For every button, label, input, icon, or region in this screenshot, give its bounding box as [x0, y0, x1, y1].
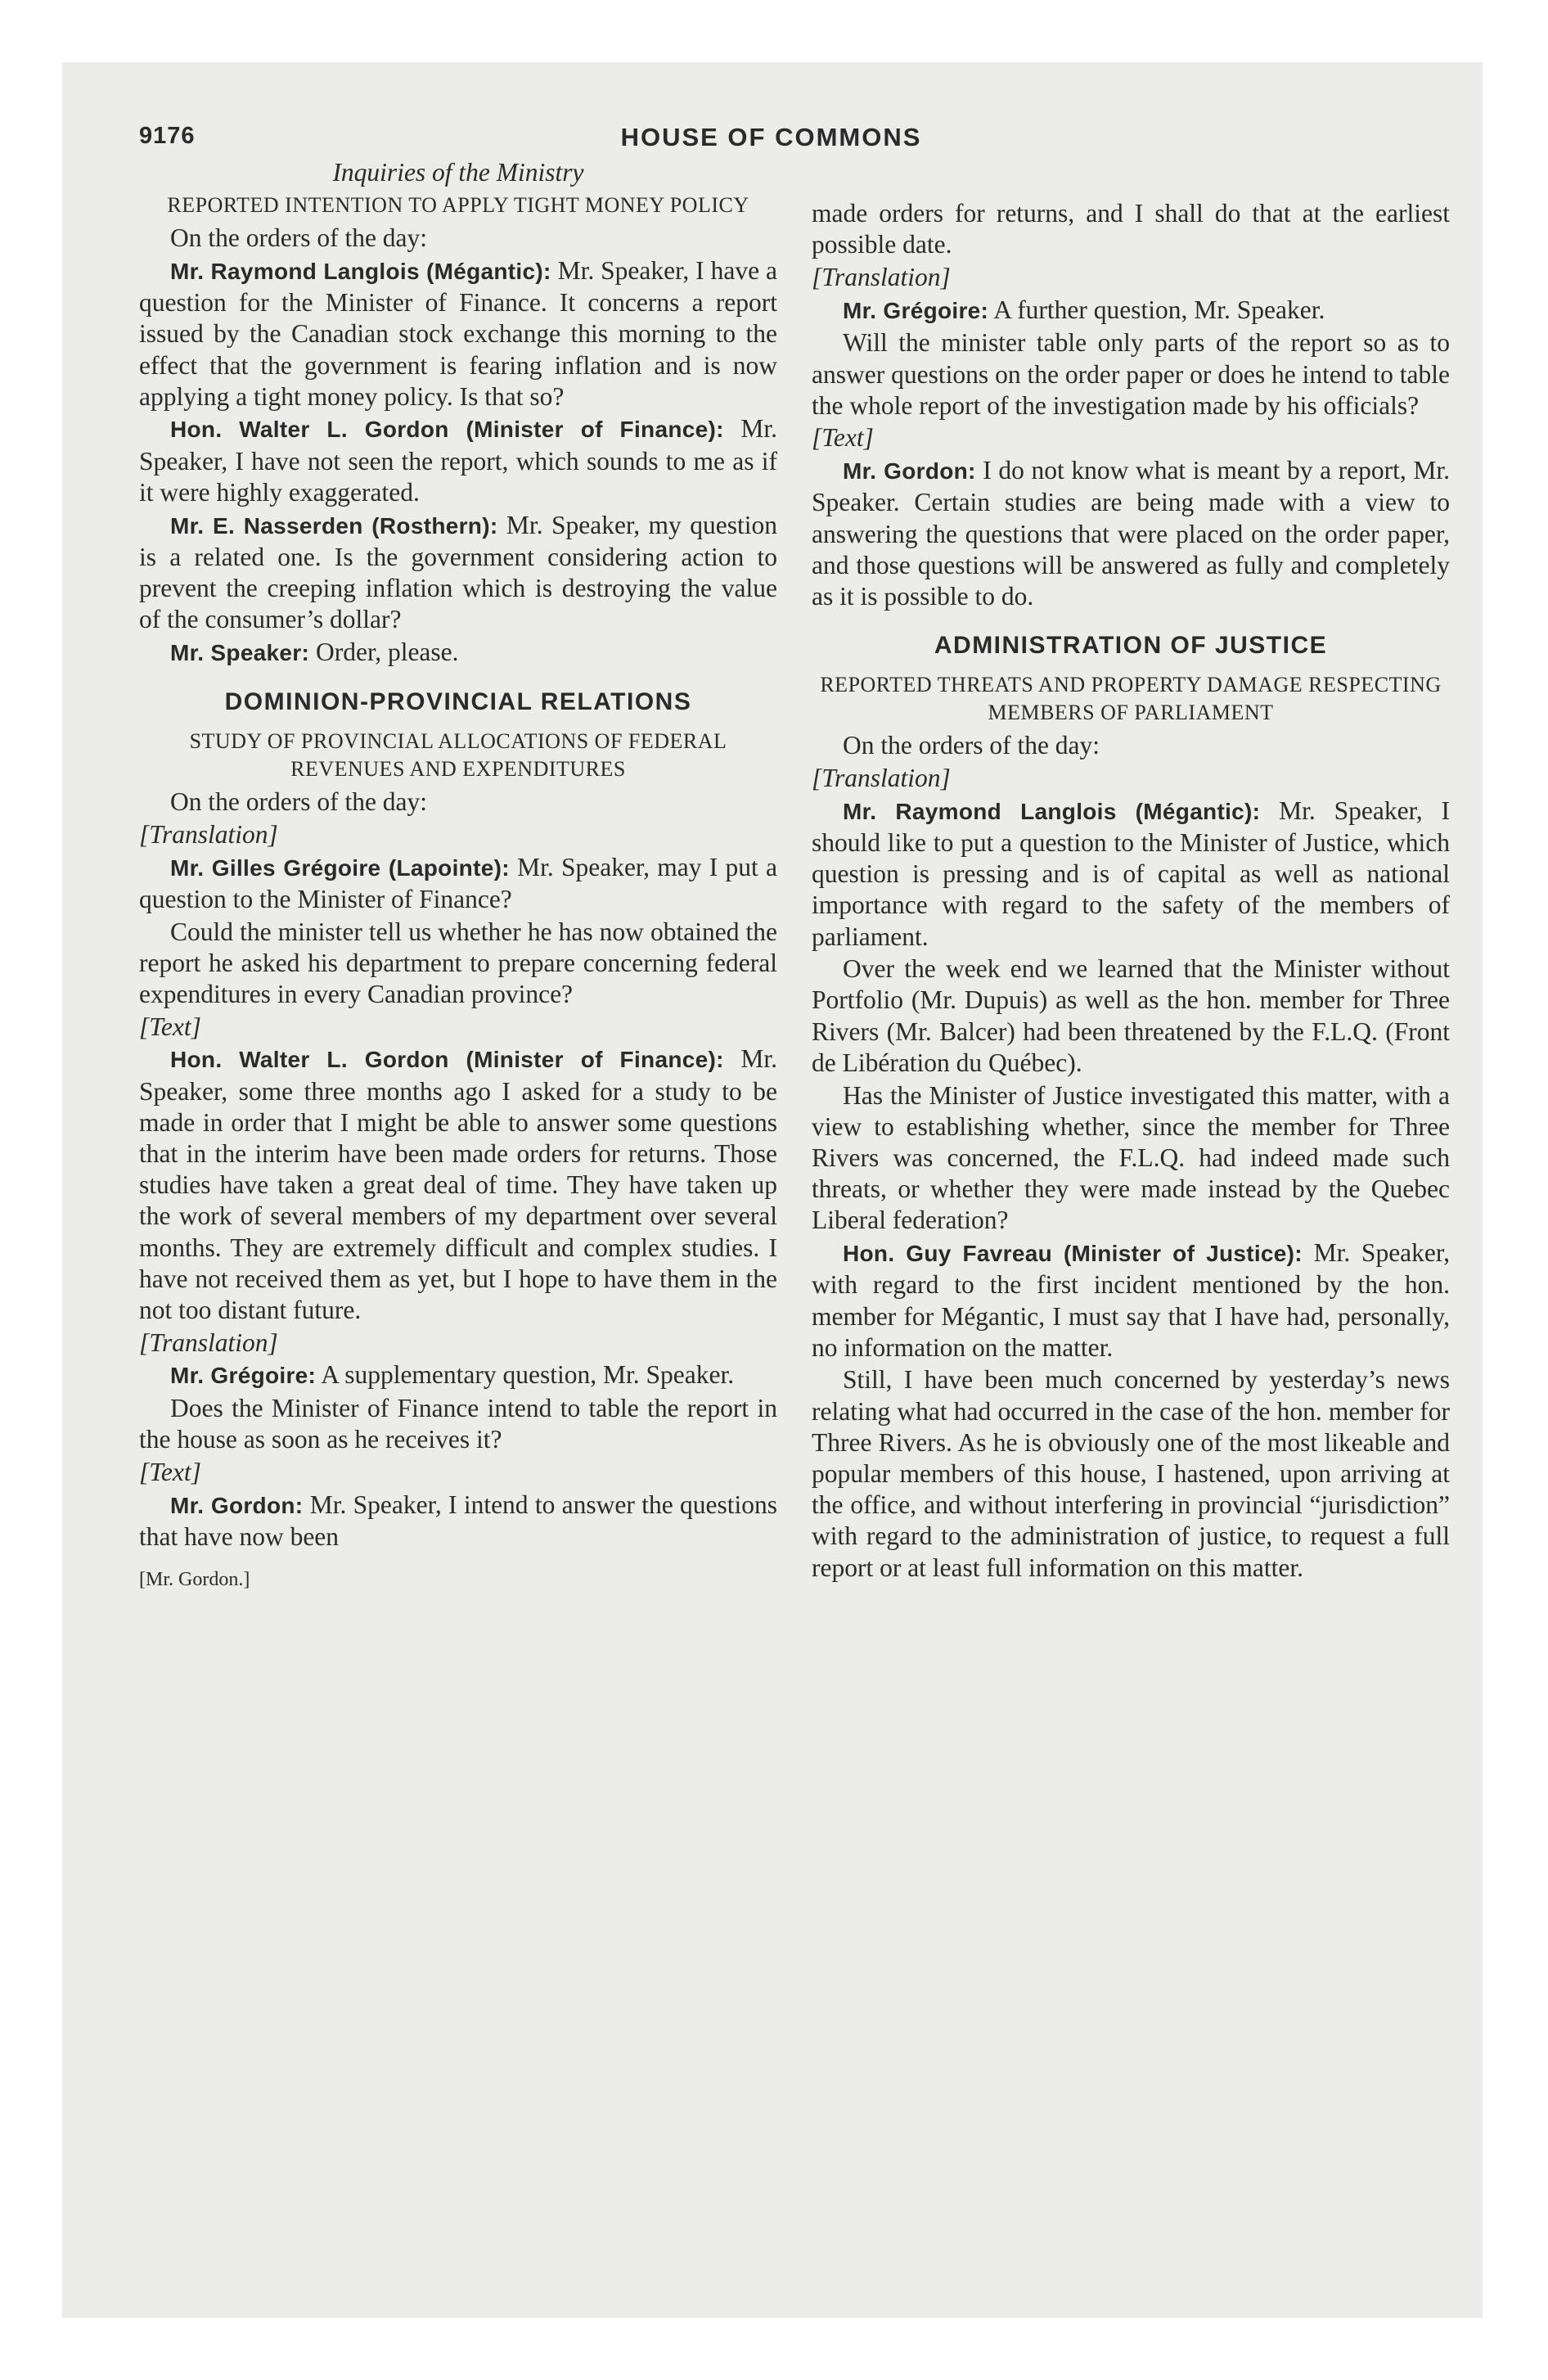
speech-text: Mr. Speaker, with regard to the first incident mentioned by the hon. member for Mégantic, I must say that I have had, personally, no information on the matter. — [812, 1238, 1451, 1362]
speech-text: Mr. Speaker, I intend to answer the questions that have now been — [139, 1490, 777, 1551]
speech-text: Order, please. — [309, 637, 459, 666]
language-marker: [Text] — [812, 423, 874, 453]
speaker-name: Hon. Guy Favreau (Minister of Justice): — [843, 1241, 1303, 1267]
speech-paragraph: Will the minister table only parts of the report so as to answer questions on the order paper or does he intend to table the whole report of the investigation made by his officials? — [812, 328, 1450, 420]
left-column — [139, 157, 777, 1597]
speaker-name: Mr. E. Nasserden (Rosthern): — [170, 512, 498, 539]
speech-paragraph — [139, 255, 777, 412]
speaker-name: Mr. Grégoire: — [170, 1363, 317, 1389]
speaker-name: Mr. Raymond Langlois (Mégantic): — [170, 258, 551, 284]
section-rubric: Inquiries of the Ministry — [332, 158, 584, 187]
running-header — [74, 123, 1469, 159]
orders-of-the-day: On the orders of the day: — [170, 787, 428, 817]
speech-text: Mr. Speaker, I should like to put a question to the Minister of Justice, which question is pressing and is of capital as well as national importance with regard to the safety of the members of parliament. — [812, 796, 1450, 951]
speech-paragraph — [139, 1490, 777, 1553]
administration-of-justice-heading: ADMINISTRATION OF JUSTICE — [934, 632, 1328, 660]
speaker-name: Mr. Gordon: — [843, 458, 976, 485]
speech-paragraph — [812, 796, 1450, 953]
speech-paragraph — [139, 510, 777, 636]
speech-text: A further question, Mr. Speaker. — [988, 295, 1325, 324]
page-number: 9176 — [139, 123, 196, 149]
speech-paragraph — [812, 455, 1450, 612]
speech-paragraph — [139, 852, 777, 915]
allocations-subheading: STUDY OF PROVINCIAL ALLOCATIONS OF FEDERAL REVENUES AND EXPENDITURES — [189, 729, 727, 782]
right-column — [812, 198, 1450, 1584]
tight-money-heading: REPORTED INTENTION TO APPLY TIGHT MONEY POLICY — [167, 193, 749, 218]
speech-text: Mr. Speaker, I have not seen the report, which sounds to me as if it were highly exaggerated. — [139, 414, 777, 507]
speech-paragraph — [812, 1237, 1450, 1364]
language-marker: [Translation] — [139, 1327, 278, 1357]
speech-text: Mr. Speaker, some three months ago I asked for a study to be made in order that I might be able to answer some questions that in the interim have been made orders for returns. Those studies have taken a great deal of time. They have taken up the work of several members of my department over several months. They are extremely difficult and complex studies. I have not received them as yet, but I hope to have them in the not too distant future. — [139, 1044, 777, 1324]
speech-text: A supplementary question, Mr. Speaker. — [316, 1360, 735, 1390]
speaker-name: Mr. Gilles Grégoire (Lapointe): — [170, 854, 510, 881]
speech-text: Mr. Speaker, my question is a related one. Is the government considering action to prevent the creeping inflation which is destroying the value of the consumer’s dollar? — [139, 510, 778, 634]
speaker-name: Mr. Grégoire: — [843, 297, 989, 323]
speech-paragraph: Could the minister tell us whether he has now obtained the report he asked his department to prepare concerning federal expenditures in every Canadian province? — [139, 917, 777, 1008]
orders-of-the-day: On the orders of the day: — [170, 223, 428, 253]
speaker-name: Mr. Gordon: — [170, 1492, 304, 1518]
speech-paragraph — [139, 1044, 777, 1326]
speech-paragraph — [139, 1359, 777, 1391]
speech-continuation: made orders for returns, and I shall do that at the earliest possible date. — [812, 199, 1450, 259]
orders-of-the-day: On the orders of the day: — [843, 731, 1100, 760]
language-marker: [Translation] — [812, 262, 951, 291]
threats-subheading: REPORTED THREATS AND PROPERTY DAMAGE RESPECTING MEMBERS OF PARLIAMENT — [820, 673, 1442, 725]
footer-note: [Mr. Gordon.] — [139, 1569, 250, 1591]
speech-text: Mr. Speaker, may I put a question to the Minister of Finance? — [139, 852, 777, 913]
dominion-provincial-heading: DOMINION-PROVINCIAL RELATIONS — [224, 688, 692, 716]
speech-paragraph: Still, I have been much concerned by yesterday’s news relating what had occurred in the case of the hon. member for Three Rivers. As he is obviously one of the most likeable and popular members of this house, I hastened, upon arriving at the office, and without interfering in provincial “jurisdiction” with regard to the administration of justice, to request a full report or at least full information on this matter. — [812, 1365, 1450, 1582]
speech-paragraph: Over the week end we learned that the Minister without Portfolio (Mr. Dupuis) as well as the hon. member for Three Rivers (Mr. Balcer) had been threatened by the F.L.Q. (Front de Libération du Québec). — [812, 954, 1450, 1077]
speech-text: Mr. Speaker, I have a question for the Minister of Finance. It concerns a report issued by the Canadian stock exchange this morning to the effect that the government is fearing inflation and is now applying a tight money policy. Is that so? — [139, 255, 777, 411]
page-title: HOUSE OF COMMONS — [620, 123, 922, 151]
speaker-name: Mr. Raymond Langlois (Mégantic): — [843, 798, 1261, 824]
speaker-name: Hon. Walter L. Gordon (Minister of Finance): — [170, 417, 724, 443]
speech-paragraph: Has the Minister of Justice investigated this matter, with a view to establishing whether, since the member for Three Rivers was concerned, the F.L.Q. had indeed made such threats, or whether they were made instead by the Quebec Liberal federation? — [812, 1080, 1450, 1235]
speech-paragraph — [812, 295, 1450, 327]
speaker-name: Hon. Walter L. Gordon (Minister of Finance): — [170, 1047, 724, 1073]
speech-paragraph — [139, 413, 777, 508]
language-marker: [Text] — [139, 1012, 201, 1041]
speech-paragraph: Does the Minister of Finance intend to table the report in the house as soon as he receives it? — [139, 1394, 777, 1454]
language-marker: [Translation] — [812, 764, 951, 793]
language-marker: [Text] — [139, 1458, 201, 1487]
speech-paragraph — [139, 637, 777, 669]
speaker-name: Mr. Speaker: — [170, 639, 310, 665]
speech-text: I do not know what is meant by a report, Mr. Speaker. Certain studies are being made with a view to answering the questions that were placed on the order paper, and those questions will be answered as fully and completely as it is possible to do. — [812, 456, 1450, 611]
language-marker: [Translation] — [139, 819, 278, 849]
